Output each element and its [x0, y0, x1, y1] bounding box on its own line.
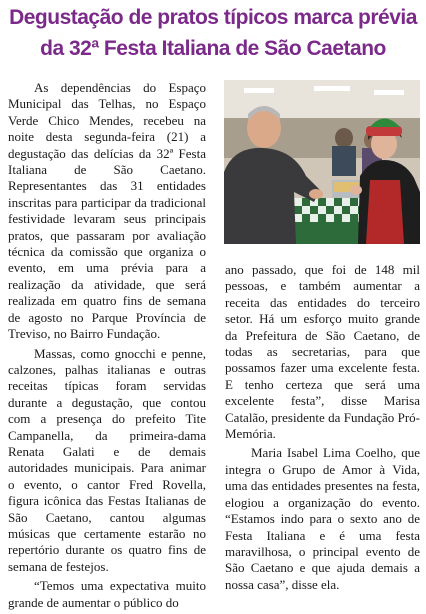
paragraph: Massas, como gnocchi e penne, calzones, palhas italianas e outras receitas típicas foram servidas durante a degustação, que contou com a presença do prefeito Tite Campanella, da primeira-dama Renata Galati e de demais autoridades municipais. Para animar o evento, o cantor Fred Rovella, figura icônica das Festas Italianas de São Caetano, cantou algumas músicas que certamente estarão no repertório durante os quatro fins de semana de festejos.: [8, 345, 206, 574]
paragraph: Maria Isabel Lima Coelho, que integra o Grupo de Amor à Vida, uma das entidades presentes na festa, elogiou a organização do evento. “Estamos indo para o sexto ano de Festa Italiana e é uma festa maravilhosa, o principal evento de São Caetano e que ajuda demais a nossa casa”, disse ela.: [225, 445, 420, 592]
paragraph: As dependências do Espaço Municipal das Telhas, no Espaço Verde Chico Mendes, recebeu na noite desta segunda-feira (21) a degustação das delícias da 32ª Festa Italiana de São Caetano. Representantes das 31 entidades inscritas para participar da tradicional festividade levaram seus principais pratos, que passaram por avaliação técnica da comissão que organiza o evento, em uma prévia para a realização da atividade, que será realizada em quatro fins de semana de agosto no Parque Província de Treviso, no Bairro Fundação.: [8, 80, 206, 342]
headline-line-1: Degustação de pratos típicos marca prévia: [9, 6, 417, 29]
article-column-right: [225, 262, 420, 596]
event-photo: [224, 80, 420, 244]
article-column-left: [8, 80, 206, 614]
headline-line-2: da 32ª Festa Italiana de São Caetano: [40, 37, 386, 60]
headline: [4, 2, 422, 64]
paragraph: “Temos uma expectativa muito grande de aumentar o público do: [8, 578, 206, 610]
paragraph: ano passado, que foi de 148 mil pessoas, e também aumentar a receita das entidades do terceiro setor. Há um esforço muito grande da Prefeitura de São Caetano, de todas as secretarias, para que possamos fazer uma excelente festa. E tenho certeza que será uma excelente festa”, disse Marisa Catalão, presidente da Fundação Pró-Memória.: [225, 262, 420, 442]
